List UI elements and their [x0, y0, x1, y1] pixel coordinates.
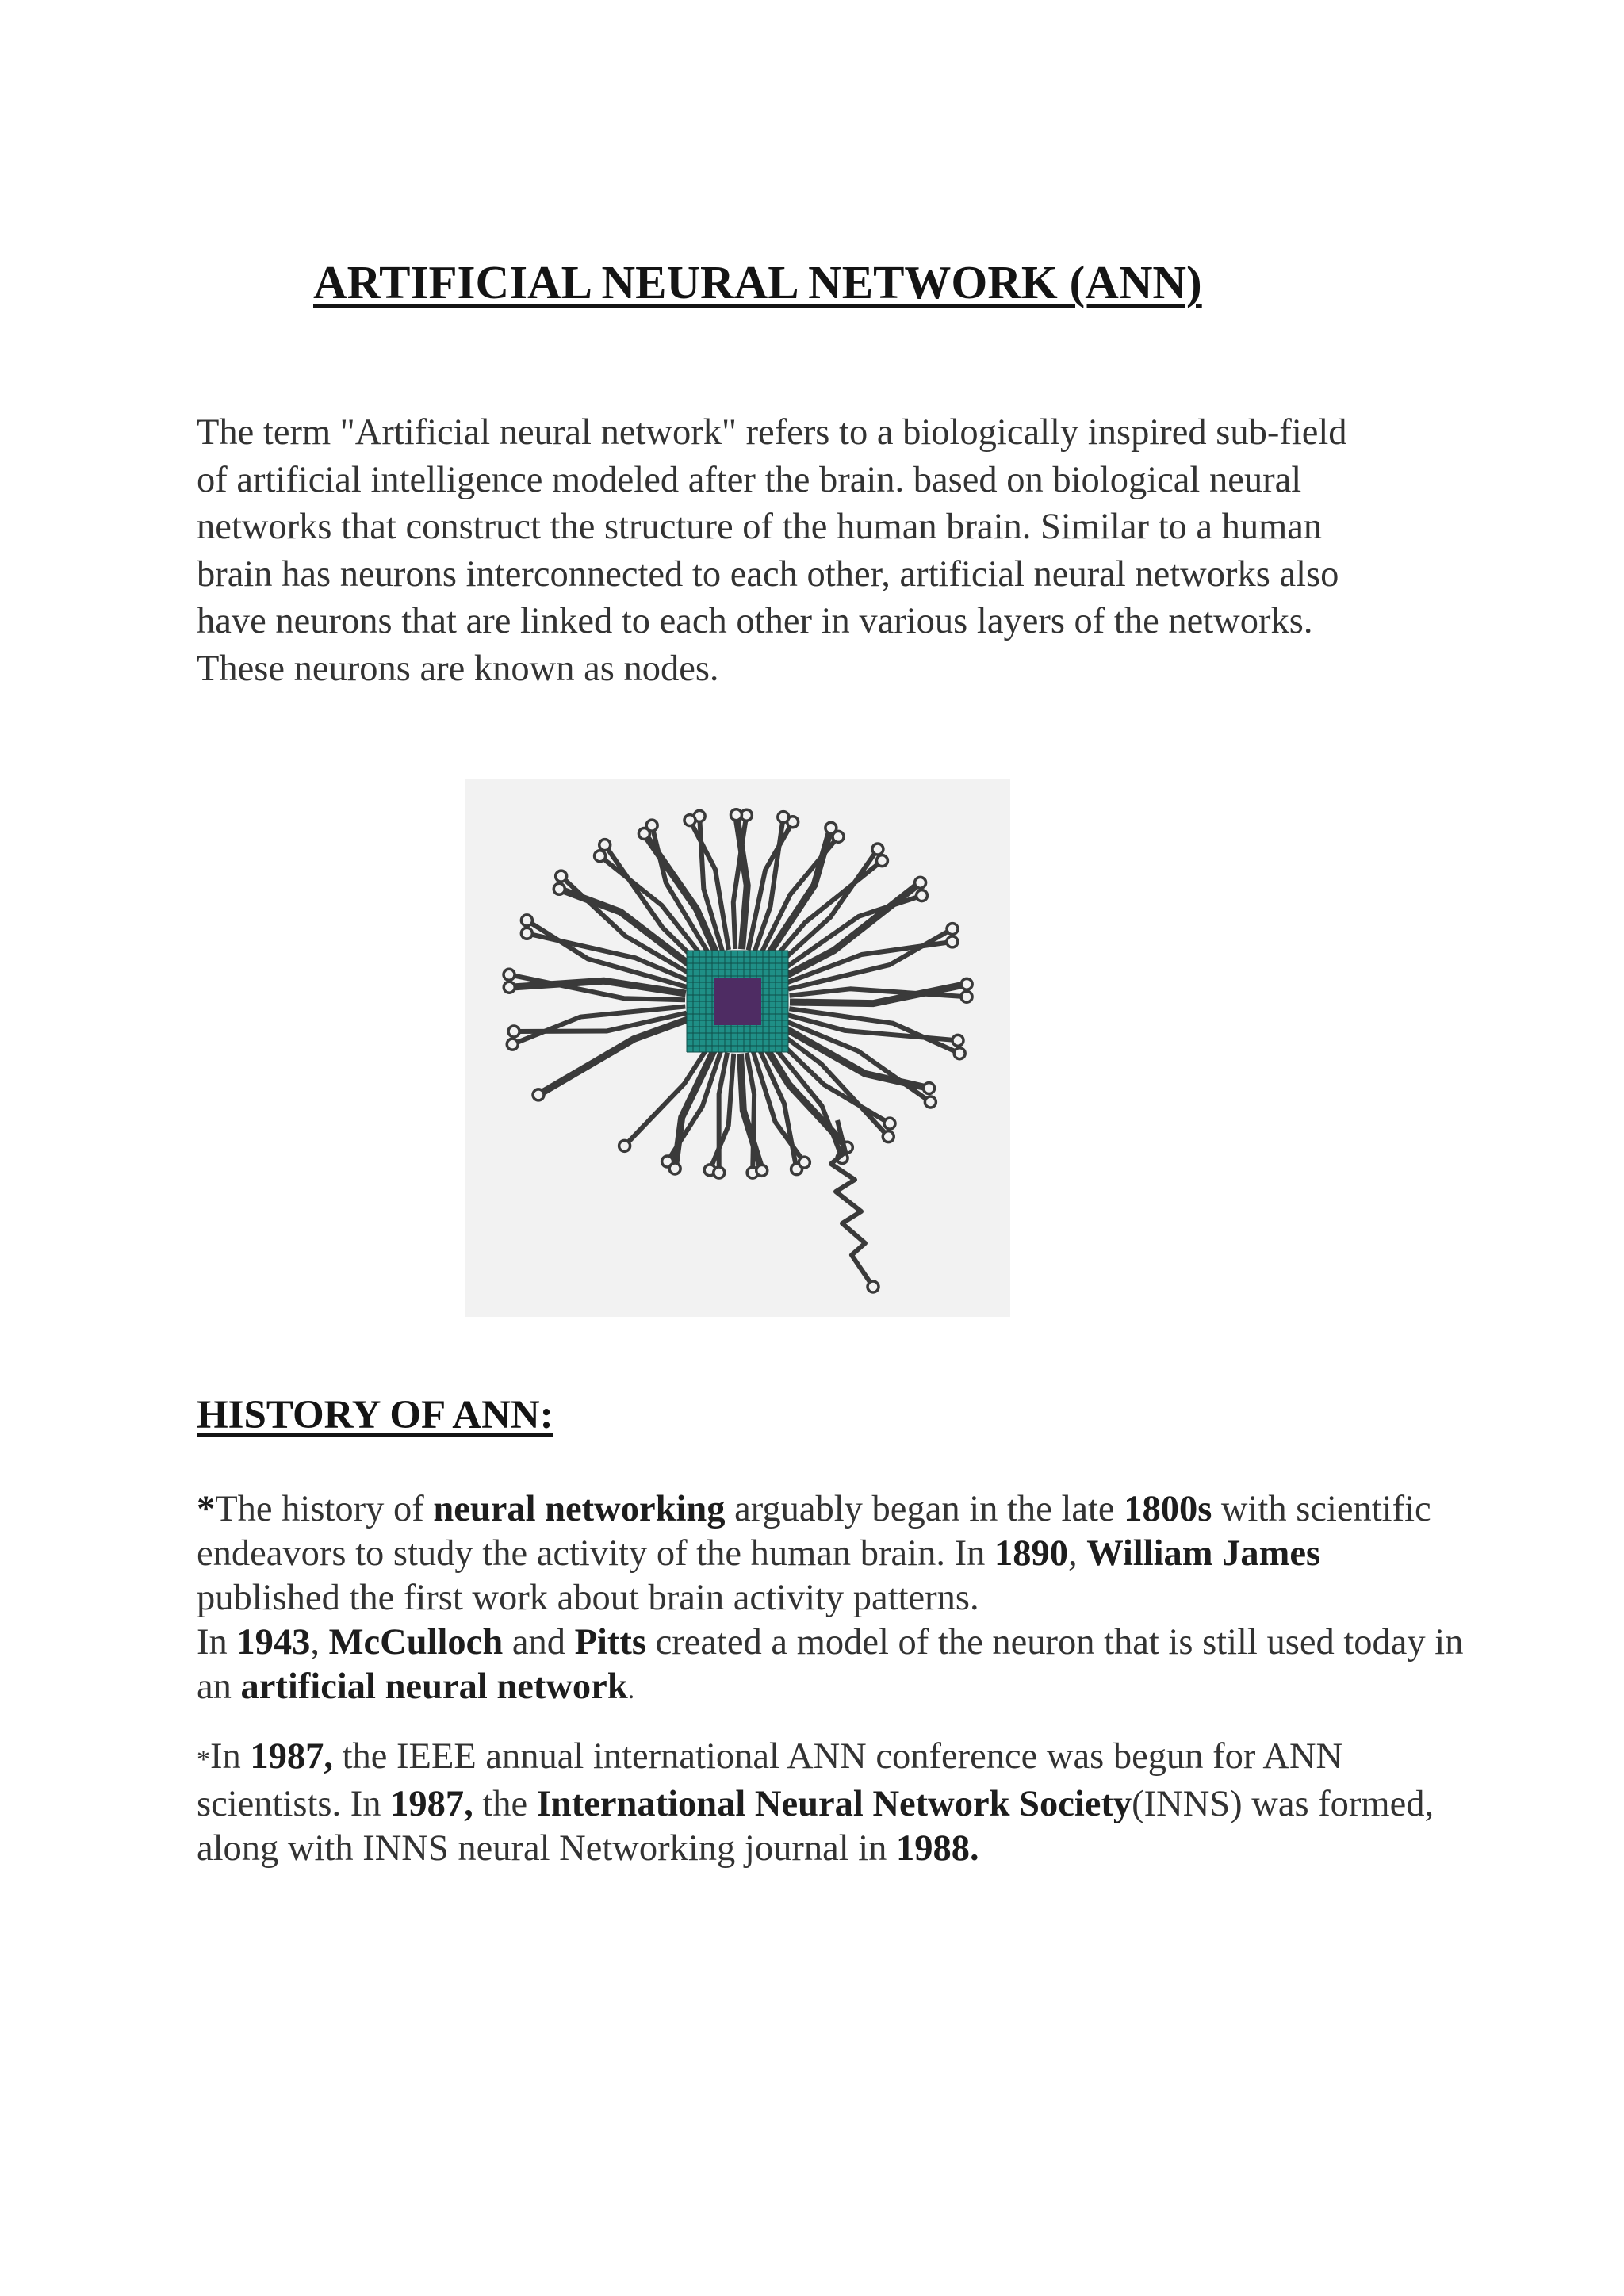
trace-pad	[619, 1140, 630, 1151]
trace-pad	[556, 871, 567, 882]
brain-circuit-icon	[465, 779, 1010, 1317]
intro-line: of artificial intelligence modeled after the brain. based on biological neural	[197, 459, 1302, 500]
trace-pad	[778, 812, 789, 823]
intro-line: have neurons that are linked to each other in various layers of the networks.	[197, 601, 1313, 641]
intro-line: The term "Artificial neural network" refers to a biologically inspired sub-field	[197, 412, 1347, 453]
history-paragraph-2: *In 1987, the IEEE annual international ANN conference was begun for ANN scientists. In 1987, the International Neural Network Society(INNS) was formed, along with INNS neural Networking journal in 1988.	[197, 1736, 1434, 1869]
trace-pad	[915, 877, 926, 888]
intro-line: These neurons are known as nodes.	[197, 648, 719, 689]
circuit-trace	[625, 1045, 710, 1146]
trace-pad	[952, 1035, 963, 1046]
history-heading: HISTORY OF ANN:	[197, 1393, 553, 1437]
circuit-trace	[772, 861, 882, 962]
brain-circuit-figure	[465, 779, 1010, 1317]
trace-pad	[884, 1118, 895, 1129]
trace-pad	[533, 1089, 544, 1100]
circuit-trace	[719, 1053, 727, 1173]
trace-pad	[947, 936, 958, 947]
intro-paragraph	[197, 409, 1434, 692]
circuit-trace	[779, 1032, 888, 1136]
trace-pad	[925, 1096, 936, 1108]
trace-pad	[504, 982, 515, 993]
trace-pad	[504, 969, 515, 980]
circuit-trace	[512, 1007, 685, 1045]
trace-pad	[876, 855, 887, 867]
trace-pad	[553, 883, 565, 894]
circuit-trace	[605, 845, 700, 965]
trace-pad	[961, 991, 972, 1002]
trace-pad	[508, 1026, 519, 1037]
trace-pad	[730, 809, 741, 821]
history-paragraph-1: *The history of neural networking arguably began in the late 1800s with scientific endeavors to study the activity of the human brain. In 1890, William James published the first work about brain activity patterns.	[197, 1489, 1431, 1618]
chip-core	[714, 978, 761, 1025]
history-paragraph-1b: In 1943, McCulloch and Pitts created a model of the neuron that is still used today in an artificial neural network.	[197, 1622, 1464, 1707]
trace-pad	[521, 928, 532, 939]
trace-pad	[954, 1048, 965, 1059]
trace-pad	[521, 915, 532, 926]
trace-pad	[916, 890, 927, 901]
circuit-trace	[747, 1053, 754, 1173]
circuit-trace	[765, 1046, 848, 1147]
trace-pad	[924, 1083, 935, 1094]
trace-pad	[883, 1131, 894, 1142]
trace-pad	[825, 822, 837, 833]
trace-pad	[756, 1165, 768, 1176]
history-section	[197, 1487, 1465, 1871]
trace-pad	[638, 828, 649, 839]
circuit-trace	[755, 817, 783, 952]
circuit-trace	[776, 1038, 890, 1123]
trace-pad	[599, 840, 611, 851]
trace-pad	[961, 978, 972, 989]
page-title: ARTIFICIAL NEURAL NETWORK (ANN)	[313, 256, 1202, 308]
trace-pad	[714, 1167, 725, 1178]
intro-line: networks that construct the structure of the human brain. Similar to a human	[197, 507, 1323, 547]
trace-pad	[507, 1039, 518, 1050]
trace-pad	[595, 851, 606, 862]
intro-line: brain has neurons interconnected to each other, artificial neural networks also	[197, 553, 1339, 595]
trace-pad	[872, 844, 883, 855]
trace-pad	[669, 1163, 680, 1174]
trace-pad	[947, 924, 958, 935]
trace-pad	[799, 1157, 810, 1168]
trace-pad	[684, 815, 695, 826]
trace-pad	[868, 1281, 879, 1292]
